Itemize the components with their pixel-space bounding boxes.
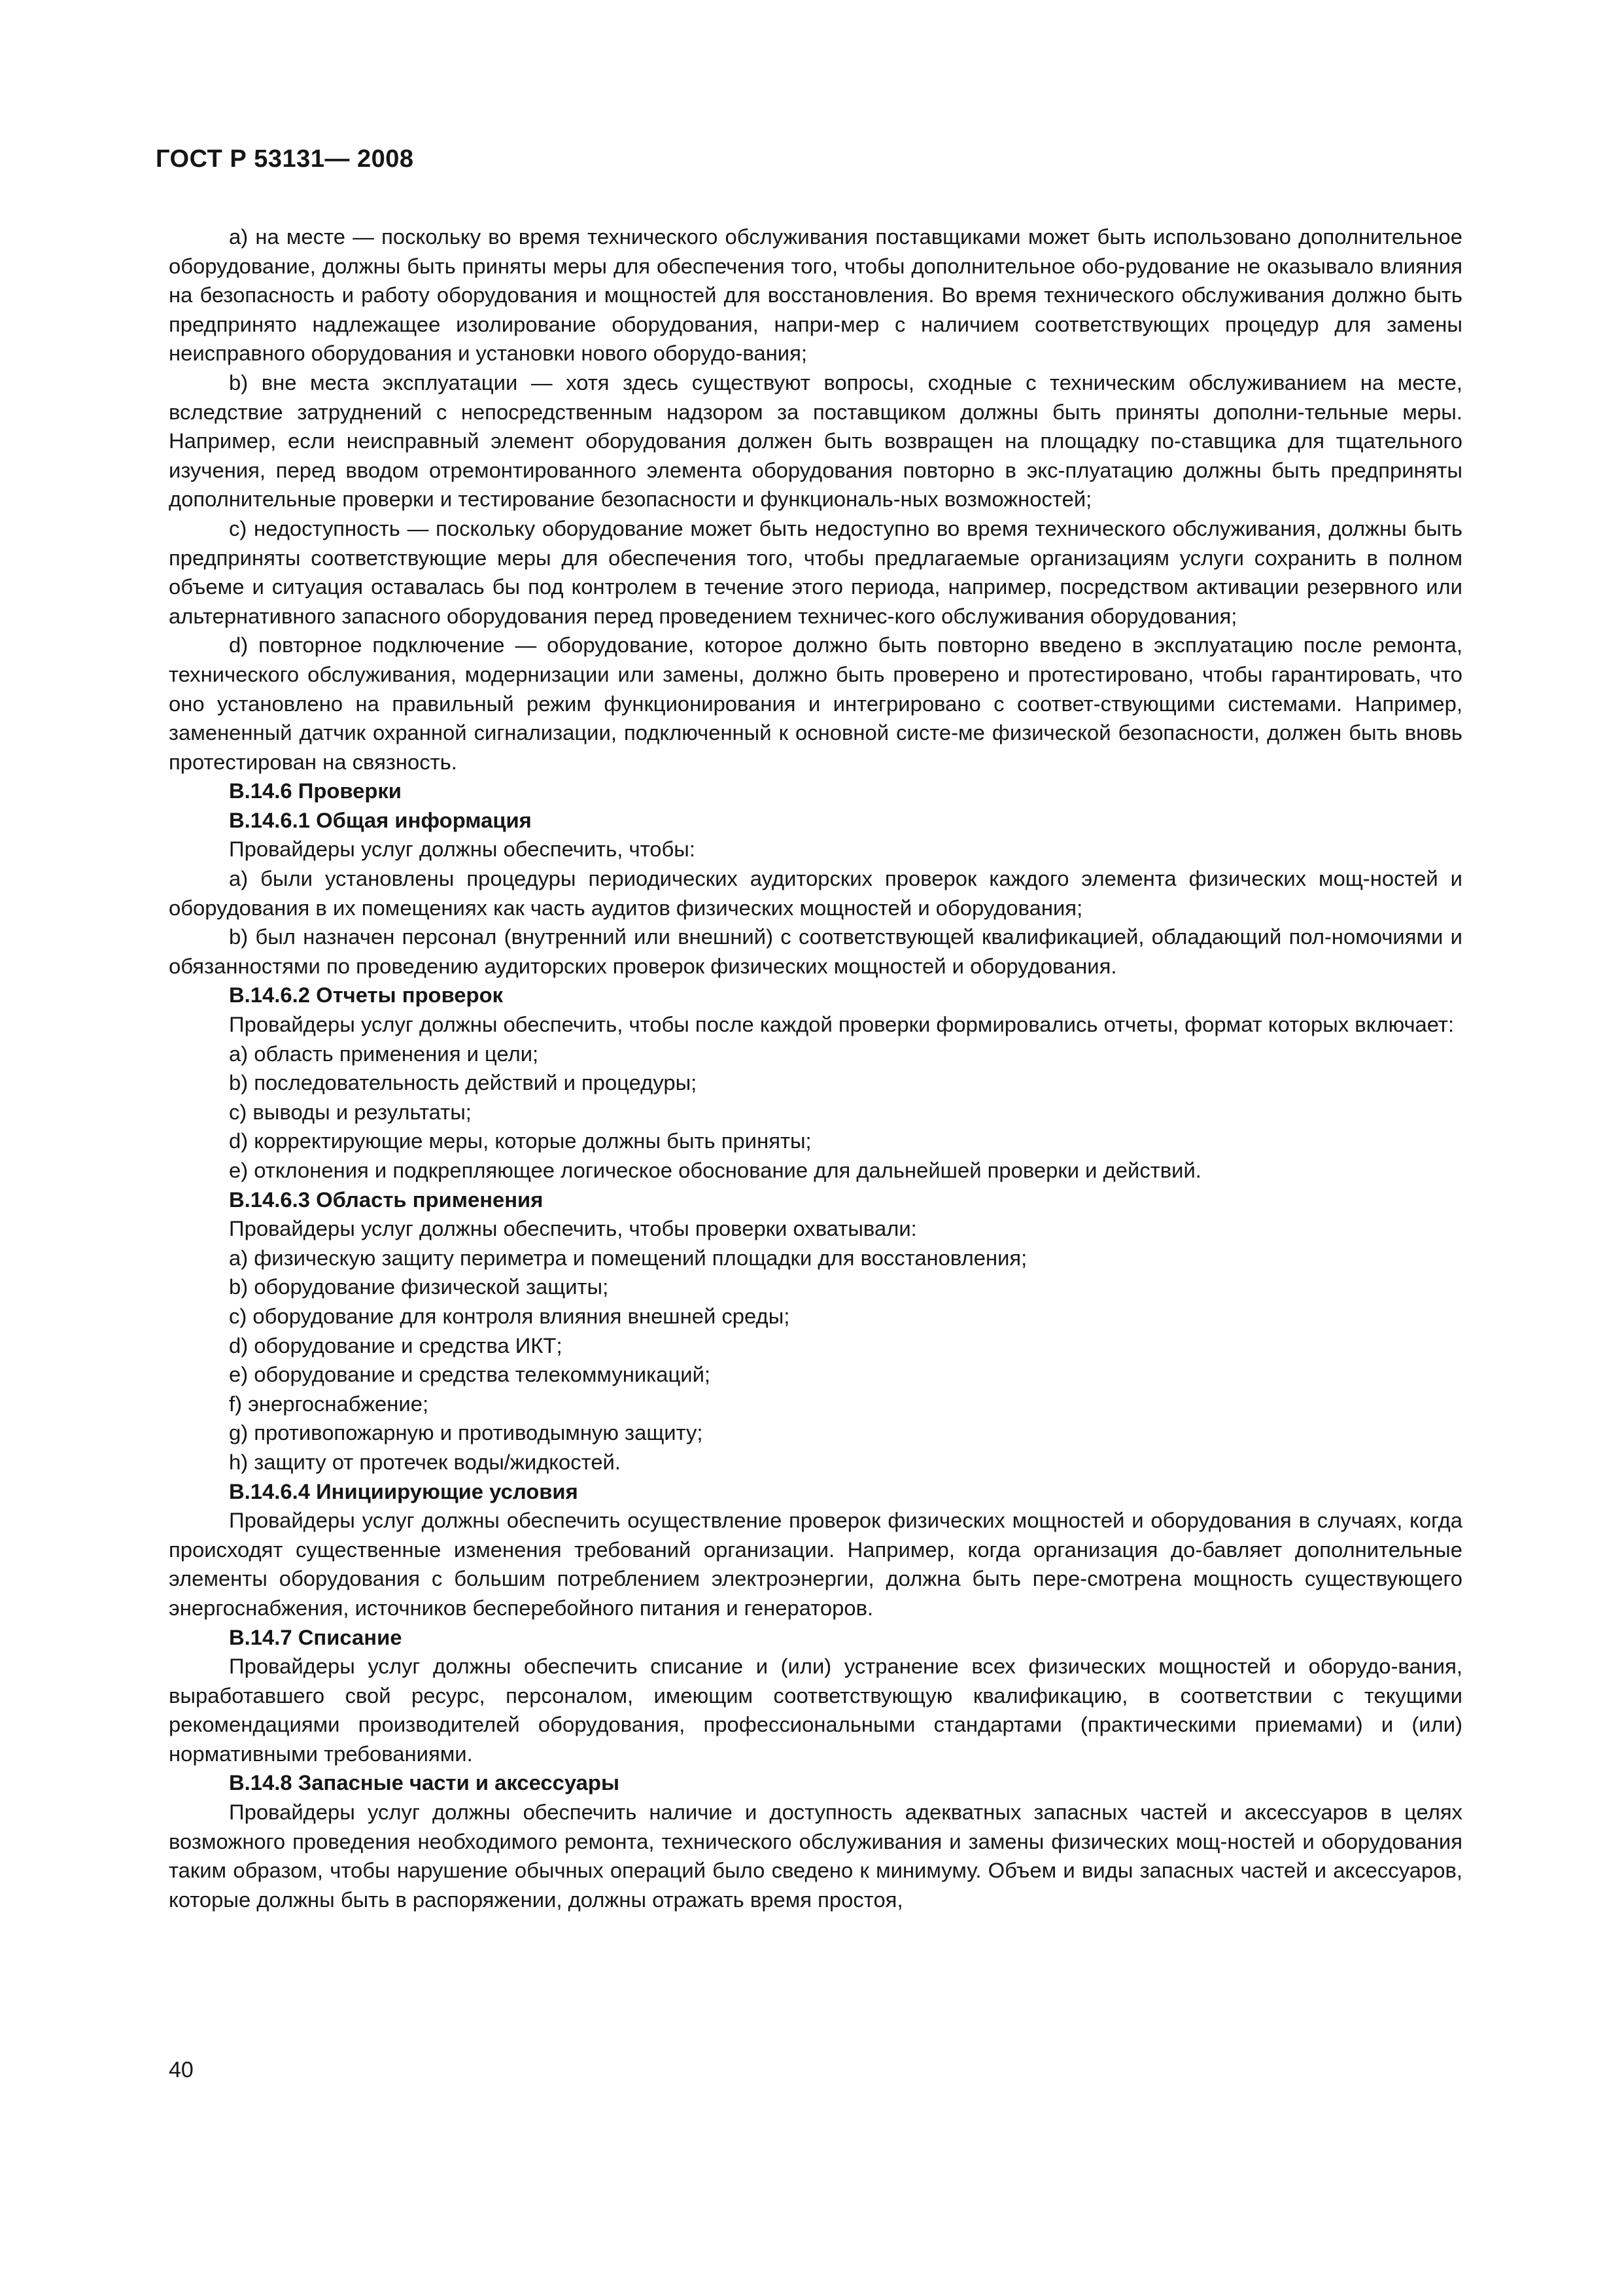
section-heading-b14661: В.14.6.1 Общая информация: [229, 807, 532, 832]
page-number: 40: [169, 2058, 194, 2082]
section-heading-b1467: В.14.7 Списание: [229, 1624, 402, 1649]
paragraph: Провайдеры услуг должны обеспечить, чтобы после каждой проверки формировались отчеты, формат которых включает:: [229, 1012, 1455, 1037]
list-item: d) оборудование и средства ИКТ;: [229, 1333, 562, 1358]
list-item: с) выводы и результаты;: [229, 1099, 472, 1124]
document-body: [169, 222, 1462, 1914]
section-heading-b14664: В.14.6.4 Инициирующие условия: [229, 1479, 578, 1503]
list-item: g) противопожарную и противодымную защиту;: [229, 1420, 703, 1445]
paragraph: Провайдеры услуг должны обеспечить, чтобы:: [229, 837, 695, 862]
list-item: е) отклонения и подкрепляющее логическое обоснование для дальнейшей проверки и действий.: [229, 1158, 1201, 1182]
list-item: с) оборудование для контроля влияния внешней среды;: [229, 1303, 790, 1328]
paragraph: Провайдеры услуг должны обеспечить, чтобы проверки охватывали:: [229, 1216, 917, 1241]
paragraph: Провайдеры услуг должны обеспечить наличие и доступность адекватных запасных частей и аксессуаров в целях возможного проведения необходимого ремонта, технического обслуживания и замены физических мощ-ностей и оборудования таким образом, чтобы нарушение обычных операций было сведено к минимуму. Объем и виды запасных частей и аксессуаров, которые должны быть в распоряжении, должны отражать время простоя,: [169, 1800, 1462, 1912]
list-item: b) оборудование физической защиты;: [229, 1274, 609, 1299]
paragraph-reconnection: d) повторное подключение — оборудование, которое должно быть повторно введено в эксплуатацию после ремонта, технического обслуживания, модернизации или замены, должно быть проверено и протестировано, чтобы гарантировать, что оно установлено на правильный режим функционирования и интегрировано с соответ-ствующими системами. Например, замененный датчик охранной сигнализации, подключенный к основной систе-ме физической безопасности, должен быть вновь протестирован на связность.: [169, 633, 1462, 774]
list-item: а) область применения и цели;: [229, 1041, 539, 1066]
section-heading-b1468: В.14.8 Запасные части и аксессуары: [229, 1770, 619, 1795]
section-heading-b14662: В.14.6.2 Отчеты проверок: [229, 983, 504, 1007]
paragraph-unavailability: с) недоступность — поскольку оборудование может быть недоступно во время технического обслуживания, должны быть предприняты соответствующие меры для обеспечения того, чтобы предлагаемые организациям услуги сохранить в полном объеме и ситуация оставалась бы под контролем в течение этого периода, например, посредством активации резервного или альтернативного запасного оборудования перед проведением техничес-кого обслуживания оборудования;: [169, 516, 1462, 628]
paragraph: Провайдеры услуг должны обеспечить осуществление проверок физических мощностей и оборудования в случаях, когда происходят существенные изменения требований организации. Например, когда организация до-бавляет дополнительные элементы оборудования с большим потреблением электроэнергии, должна быть пере-смотрена мощность существующего энергоснабжения, источников бесперебойного питания и генераторов.: [169, 1508, 1462, 1620]
paragraph-off-site: b) вне места эксплуатации — хотя здесь существуют вопросы, сходные с техническим обслуживанием на месте, вследствие затруднений с непосредственным надзором за поставщиком должны быть приняты дополни-тельные меры. Например, если неисправный элемент оборудования должен быть возвращен на площадку по-ставщика для тщательного изучения, перед вводом отремонтированного элемента оборудования повторно в экс-плуатацию должны быть предприняты дополнительные проверки и тестирование безопасности и функциональ-ных возможностей;: [169, 370, 1462, 512]
list-item: а) были установлены процедуры периодических аудиторских проверок каждого элемента физических мощ-ностей и оборудования в их помещениях как часть аудитов физических мощностей и оборудования;: [169, 866, 1462, 920]
list-item: d) корректирующие меры, которые должны быть приняты;: [229, 1129, 812, 1153]
list-item: а) физическую защиту периметра и помещений площадки для восстановления;: [229, 1245, 1028, 1270]
section-heading-b14663: В.14.6.3 Область применения: [229, 1187, 544, 1212]
list-item: b) был назначен персонал (внутренний или внешний) с соответствующей квалификацией, обладающий пол-номочиями и обязанностями по проведению аудиторских проверок физических мощностей и оборудования.: [169, 924, 1462, 978]
document-header: ГОСТ Р 53131— 2008: [156, 145, 414, 173]
list-item: f) энергоснабжение;: [229, 1391, 429, 1416]
section-heading-b1466: В.14.6 Проверки: [229, 779, 402, 803]
list-item: b) последовательность действий и процедуры;: [229, 1070, 697, 1095]
list-item: h) защиту от протечек воды/жидкостей.: [229, 1449, 621, 1474]
list-item: е) оборудование и средства телекоммуникаций;: [229, 1362, 711, 1387]
paragraph: Провайдеры услуг должны обеспечить списание и (или) устранение всех физических мощностей и оборудо-вания, выработавшего свой ресурс, персоналом, имеющим соответствующую квалификацию, в соответствии с текущими рекомендациями производителей оборудования, профессиональными стандартами (практическими приемами) и (или) нормативными требованиями.: [169, 1654, 1462, 1766]
paragraph-on-site: а) на месте — поскольку во время технического обслуживания поставщиками может быть использовано дополнительное оборудование, должны быть приняты меры для обеспечения того, чтобы дополнительное обо-рудование не оказывало влияния на безопасность и работу оборудования и мощностей для восстановления. Во время технического обслуживания должно быть предпринято надлежащее изолирование оборудования, напри-мер с наличием соответствующих процедур для замены неисправного оборудования и установки нового оборудо-вания;: [169, 224, 1462, 366]
